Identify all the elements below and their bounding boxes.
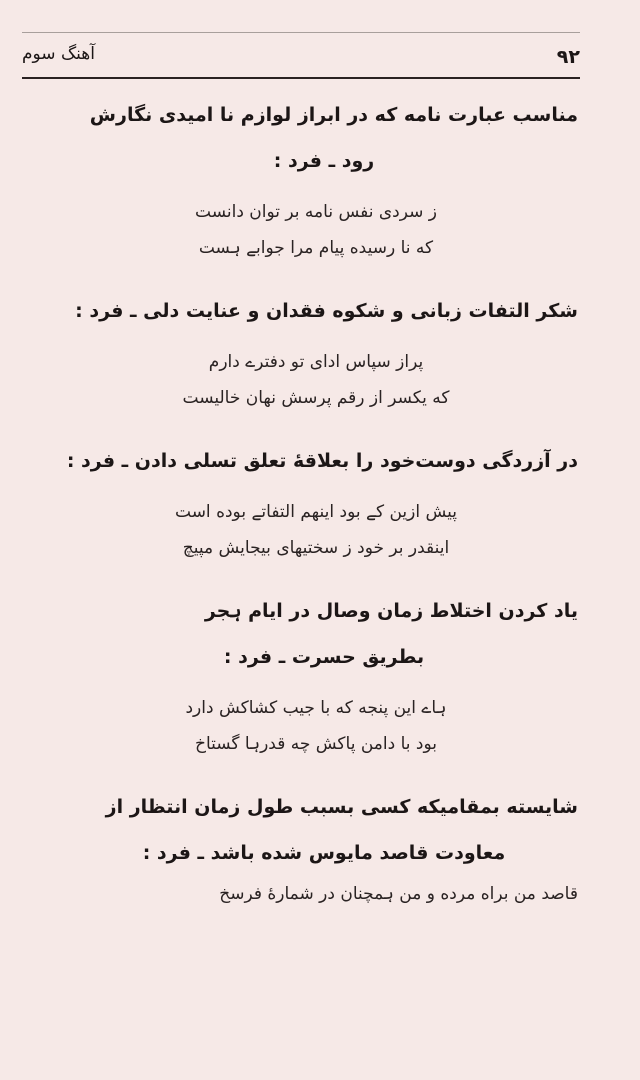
section-heading: شکر التفات زبانی و شکوه فقدان و عنایت دلی ـ فرد : [75,300,578,322]
verse-line: ہاے این پنجه که با جیب کشاکش دارد [185,698,447,718]
section-5 [30,784,578,912]
verse-line: که نا رسیده پیام مرا جوابے ہست [198,238,434,258]
verse-line: ز سردی نفس نامه بر توان دانست [195,202,437,222]
top-thin-rule [22,32,580,33]
section-2 [30,288,578,416]
section-heading: یاد کردن اختلاط زمان وصال در ایام ہجر [204,600,578,622]
page-header [22,38,580,78]
section-heading: مناسب عبارت نامه که در ابراز لوازم نا امیدی نگارش [89,104,578,126]
verse-line: بود با دامن پاکش چه قدرہا گستاخ [194,734,437,754]
section-heading-cont: بطریق حسرت ـ فرد : [223,646,425,668]
section-3 [30,438,578,566]
section-4 [30,588,578,762]
running-head: آهنگ سوم [22,44,95,64]
page-number: ۹۲ [556,46,580,68]
section-heading: شایسته بمقامیکه کسی بسبب طول زمان انتظار از [105,796,578,818]
page-body [30,92,578,912]
section-heading-cont: معاودت قاصد مایوس شده باشد ـ فرد : [142,842,506,864]
verse-line: اینقدر بر خود ز سختیهای بیجایش مپیچ [182,538,450,558]
section-heading-cont: رود ـ فرد : [273,150,375,172]
verse-line: پیش ازین کے بود اینهم التفاتے بوده است [175,502,457,522]
section-1 [30,92,578,266]
verse-line: قاصد من براه مرده و من ہمچنان در شمارهٔ فرسخ [219,884,578,904]
verse-line: پراز سپاس ادای تو دفترے دارم [208,352,424,372]
header-rule [22,77,580,79]
section-heading: در آزردگی دوست‌خود را بعلاقهٔ تعلق تسلی دادن ـ فرد : [66,450,578,472]
verse-line: که یکسر از رقم پرسش نهان خالیست [182,388,450,408]
